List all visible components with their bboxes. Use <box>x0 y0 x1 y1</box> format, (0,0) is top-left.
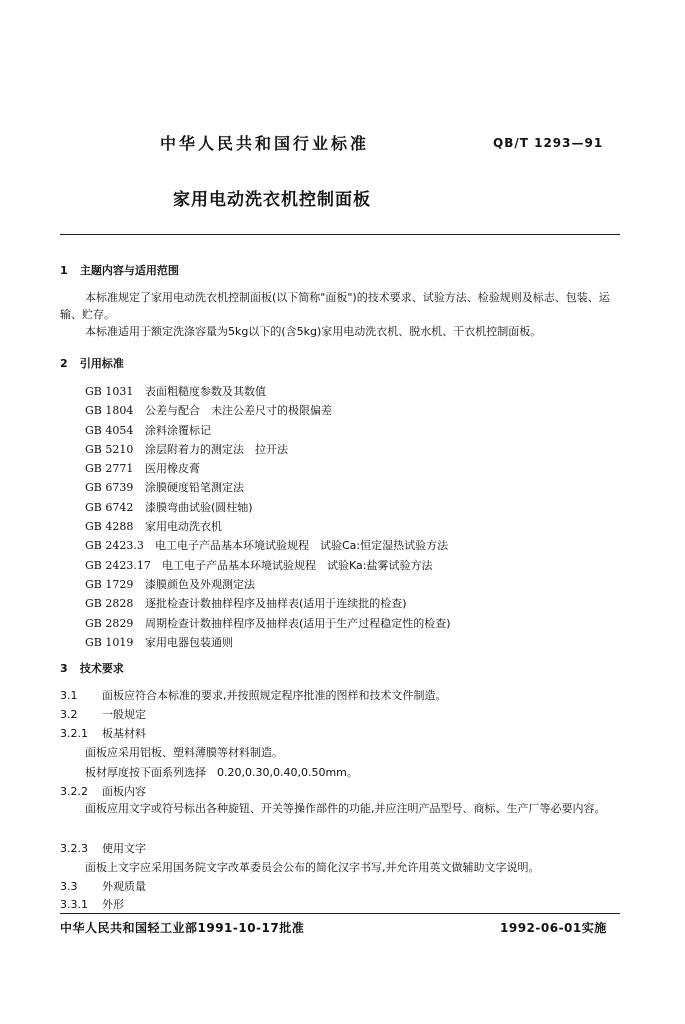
section-1-paragraph-1: 本标准规定了家用电动洗衣机控制面板(以下简称"面板")的技术要求、试验方法、检验规则及标志、包装、运输、贮存。 <box>60 291 610 321</box>
list-item <box>85 536 451 555</box>
list-item <box>85 517 451 536</box>
clause-text: 外形 <box>102 898 124 911</box>
ref-code: GB 2423.17 <box>85 558 151 572</box>
list-item <box>85 401 451 420</box>
ref-code: GB 1019 <box>85 635 134 649</box>
list-item <box>85 498 451 517</box>
ref-code: GB 5210 <box>85 442 134 456</box>
standard-code: QB/T 1293—91 <box>493 136 604 150</box>
ref-name: 医用橡皮膏 <box>145 462 200 476</box>
clause-text: 外观质量 <box>102 880 146 893</box>
list-item <box>85 421 451 440</box>
clause-number: 3.1 <box>60 689 78 702</box>
ref-name: 表面粗糙度参数及其数值 <box>145 385 266 398</box>
clause-text: 一般规定 <box>102 708 146 721</box>
ref-name: 周期检查计数抽样程序及抽样表(适用于生产过程稳定性的检查) <box>145 616 451 630</box>
ref-code: GB 2771 <box>85 462 134 476</box>
section-2-heading <box>60 355 124 371</box>
clause-3-2-3-text: 面板上文字应采用国务院文字改革委员会公布的简化汉字书写,并允许用英文做辅助文字说明。 <box>85 861 540 874</box>
ref-code: GB 2828 <box>85 597 134 611</box>
clause-text: 面板内容 <box>102 785 146 798</box>
ref-code: GB 1031 <box>85 385 134 398</box>
ref-code: GB 1729 <box>85 577 134 591</box>
implementation-date: 1992-06-01实施 <box>500 921 607 935</box>
list-item <box>85 594 451 613</box>
clause-text: 面板应符合本标准的要求,并按照规定程序批准的图样和技术文件制造。 <box>102 689 447 702</box>
clause-number: 3.2.2 <box>60 785 88 798</box>
clause-3-2-1-text-2: 板材厚度按下面系列选择 0.20,0.30,0.40,0.50mm。 <box>85 766 358 779</box>
ref-name: 家用电动洗衣机 <box>145 520 222 534</box>
header-divider <box>60 234 620 235</box>
ref-name: 漆膜颜色及外观测定法 <box>145 577 255 591</box>
clause-text: 使用文字 <box>102 842 146 855</box>
ref-code: GB 2423.3 <box>85 539 144 553</box>
list-item <box>85 459 451 478</box>
ref-name: 漆膜弯曲试验(圆柱轴) <box>145 500 253 514</box>
ref-code: GB 2829 <box>85 616 134 630</box>
section-title: 主题内容与适用范围 <box>79 264 179 277</box>
clause-3-2-2-text: 面板应用文字或符号标出各种旋钮、开关等操作部件的功能,并应注明产品型号、商标、生产厂等必要内容。 <box>85 802 606 815</box>
section-title: 技术要求 <box>79 662 124 675</box>
section-1-paragraph-2: 本标准适用于额定洗涤容量为5kg以下的(含5kg)家用电动洗衣机、脱水机、干衣机控制面板。 <box>85 325 542 338</box>
ref-name: 电工电子产品基本环境试验规程 试验Ca:恒定湿热试验方法 <box>155 539 449 553</box>
clause-3-2-1 <box>60 725 146 741</box>
list-item <box>85 478 451 497</box>
list-item <box>85 556 451 575</box>
ref-code: GB 4288 <box>85 520 134 534</box>
section-number: 2 <box>60 357 68 370</box>
ref-name: 涂层附着力的测定法 拉开法 <box>145 442 288 456</box>
list-item <box>85 614 451 633</box>
section-number: 1 <box>60 264 68 277</box>
ref-name: 涂膜硬度铅笔测定法 <box>145 481 244 495</box>
clause-3-2-1-text-1: 面板应采用铝板、塑料薄膜等材料制造。 <box>85 746 283 759</box>
clause-number: 3.2.1 <box>60 727 88 740</box>
clause-3-2-3 <box>60 840 146 856</box>
clause-text: 板基材料 <box>102 727 146 740</box>
ref-name: 家用电器包装通则 <box>145 635 233 649</box>
clause-number: 3.3 <box>60 880 78 893</box>
clause-3-1 <box>60 687 447 703</box>
clause-3-3 <box>60 878 146 894</box>
clause-number: 3.2 <box>60 708 78 721</box>
clause-3-2 <box>60 706 146 722</box>
clause-number: 3.2.3 <box>60 842 88 855</box>
list-item <box>85 633 451 652</box>
clause-3-2-2 <box>60 783 146 799</box>
list-item <box>85 382 451 401</box>
ref-name: 逐批检查计数抽样程序及抽样表(适用于连续批的检查) <box>145 597 407 611</box>
section-1-heading <box>60 262 179 278</box>
document-title: 家用电动洗衣机控制面板 <box>173 190 371 210</box>
ref-code: GB 6739 <box>85 481 134 495</box>
ref-code: GB 6742 <box>85 500 134 514</box>
ref-name: 涂料涂覆标记 <box>145 423 211 437</box>
approval-statement: 中华人民共和国轻工业部1991-10-17批准 <box>60 921 305 935</box>
ref-code: GB 1804 <box>85 404 134 418</box>
ref-name: 电工电子产品基本环境试验规程 试验Ka:盐雾试验方法 <box>162 558 433 572</box>
list-item <box>85 575 451 594</box>
section-number: 3 <box>60 662 68 675</box>
ref-code: GB 4054 <box>85 423 134 437</box>
ref-name: 公差与配合 未注公差尺寸的极限偏差 <box>145 404 332 418</box>
referenced-standards-list <box>85 382 451 652</box>
clause-number: 3.3.1 <box>60 898 88 911</box>
footer-divider <box>60 913 620 914</box>
clause-3-3-1 <box>60 896 124 912</box>
section-title: 引用标准 <box>79 357 124 370</box>
section-3-heading <box>60 660 124 676</box>
standard-type-heading: 中华人民共和国行业标准 <box>160 134 370 153</box>
list-item <box>85 440 451 459</box>
